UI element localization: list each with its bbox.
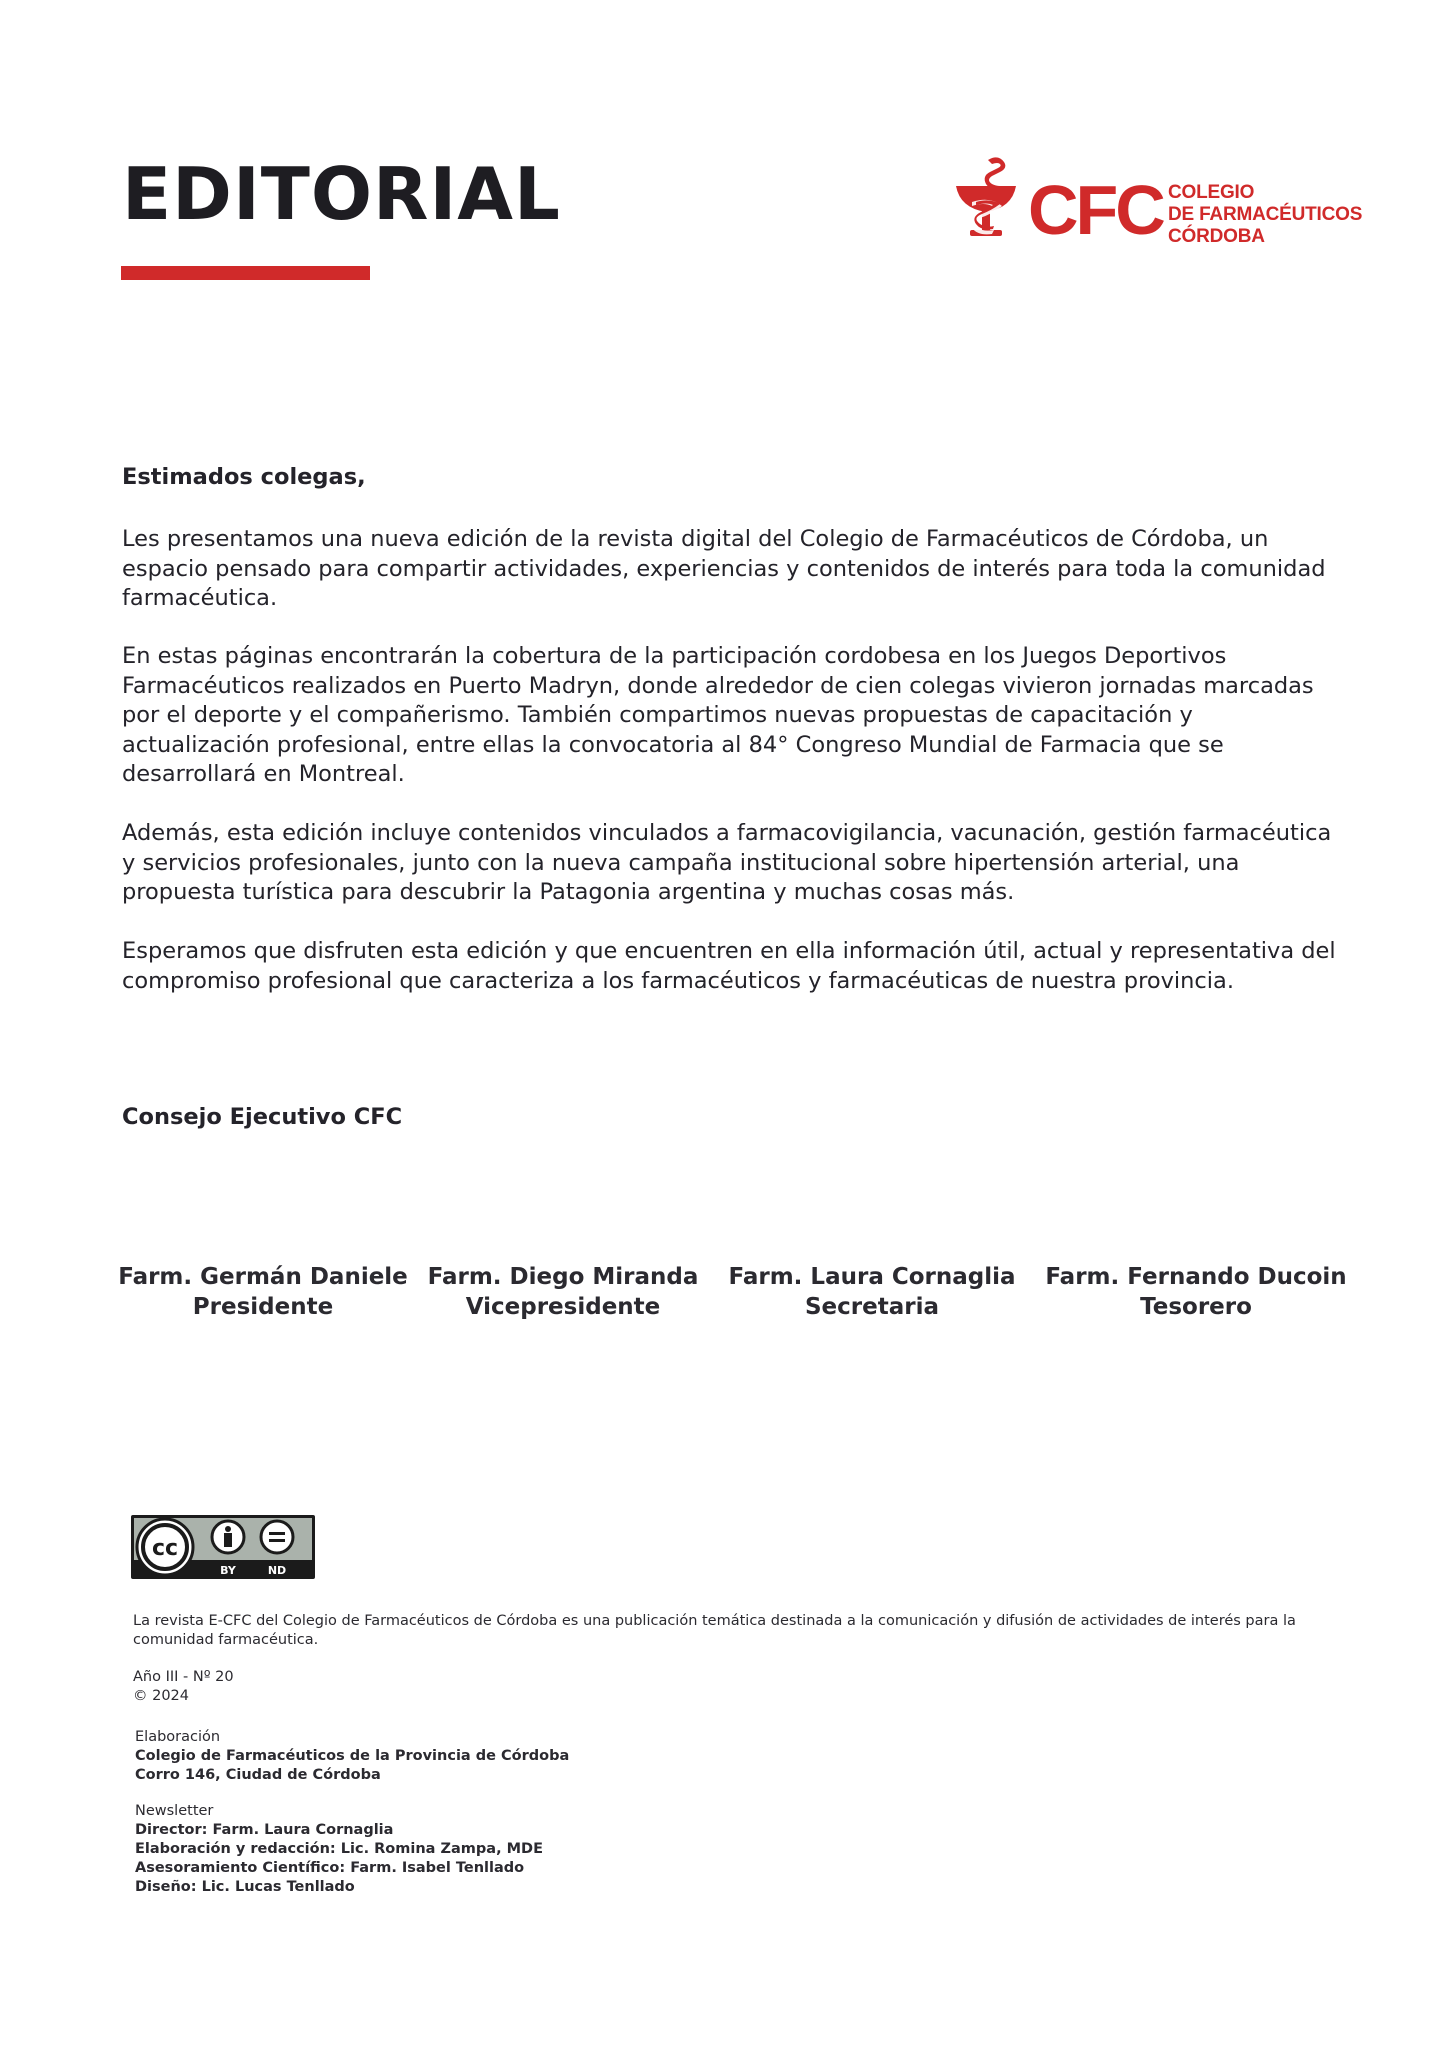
newsletter-diseno: Diseño: Lic. Lucas Tenllado (135, 1879, 355, 1895)
issue-number: Año III - Nº 20 (133, 1669, 234, 1685)
signatory-name: Farm. Diego Miranda (427, 1264, 699, 1290)
title-underline (121, 266, 370, 280)
logo-abbr: CFC (1028, 171, 1163, 249)
signatory-name: Farm. Germán Daniele (118, 1264, 408, 1290)
signatory-role: Secretaria (804, 1294, 939, 1320)
issue-info (133, 1668, 234, 1706)
signatory-secretary (722, 1262, 1022, 1322)
page-title: EDITORIAL (122, 152, 561, 236)
bowl-of-hygieia-icon (950, 150, 1170, 250)
paragraph-1: Les presentamos una nueva edición de la revista digital del Colegio de Farmacéuticos de Córdoba, un espacio pensado para compartir actividades, experiencias y contenidos de interés para toda la comunidad farmacéutica. (122, 526, 1326, 611)
newsletter-director: Director: Farm. Laura Cornaglia (135, 1822, 394, 1838)
logo-line-3: CÓRDOBA (1168, 226, 1265, 247)
newsletter-label: Newsletter (135, 1803, 214, 1819)
salutation: Estimados colegas, (122, 464, 366, 490)
logo-line-2: DE FARMACÉUTICOS (1168, 204, 1363, 225)
signatory-vicepresident (418, 1262, 708, 1322)
signatory-treasurer (1036, 1262, 1356, 1322)
paragraph-3: Además, esta edición incluye contenidos vinculados a farmacovigilancia, vacunación, gestión farmacéutica y servicios profesionales, junto con la nueva campaña institucional sobre hipertensión arterial, una propuesta turística para descubrir la Patagonia argentina y muchas cosas más. (122, 820, 1332, 905)
signatory-role: Vicepresidente (465, 1294, 661, 1320)
elaboracion-address: Corro 146, Ciudad de Córdoba (135, 1767, 381, 1783)
signatory-president (118, 1262, 408, 1322)
signatory-name: Farm. Fernando Ducoin (1045, 1264, 1347, 1290)
signoff: Consejo Ejecutivo CFC (122, 1104, 403, 1130)
nd-label: ND (267, 1564, 287, 1577)
elaboracion-block (135, 1728, 569, 1785)
paragraph-2: En estas páginas encontrarán la cobertura de la participación cordobesa en los Juegos Deportivos Farmacéuticos realizados en Puerto Madryn, donde alrededor de cien colegas vivieron jornadas marcadas por el deporte y el compañerismo. También compartimos nuevas propuestas de capacitación y actualización profesional, entre ellas la convocatoria al 84° Congreso Mundial de Farmacia que se desarrollará en Montreal. (122, 643, 1314, 787)
newsletter-block (135, 1802, 543, 1897)
footer-description: La revista E-CFC del Colegio de Farmacéuticos de Córdoba es una publicación temática destinada a la comunicación y difusión de actividades de interés para la comunidad farmacéutica. (133, 1613, 1296, 1648)
copyright: © 2024 (133, 1688, 190, 1704)
signatory-name: Farm. Laura Cornaglia (728, 1264, 1016, 1290)
newsletter-asesoramiento: Asesoramiento Científico: Farm. Isabel Tenllado (135, 1860, 525, 1876)
elaboracion-org: Colegio de Farmacéuticos de la Provincia de Córdoba (135, 1748, 570, 1764)
signatory-role: Tesorero (1140, 1294, 1252, 1320)
cc-label: cc (151, 1536, 179, 1561)
paragraph-4: Esperamos que disfruten esta edición y que encuentren en ella información útil, actual y representativa del compromiso profesional que caracteriza a los farmacéuticos y farmacéuticas de nuestra provincia. (122, 938, 1336, 994)
newsletter-redaccion: Elaboración y redacción: Lic. Romina Zampa, MDE (135, 1841, 543, 1857)
elaboracion-label: Elaboración (135, 1729, 221, 1745)
creative-commons-by-nd-icon (131, 1515, 315, 1579)
by-label: BY (220, 1564, 236, 1577)
logo-text (1168, 182, 1362, 248)
logo-line-1: COLEGIO (1168, 182, 1255, 203)
signatory-role: Presidente (192, 1294, 334, 1320)
cfc-logo (950, 150, 1363, 250)
